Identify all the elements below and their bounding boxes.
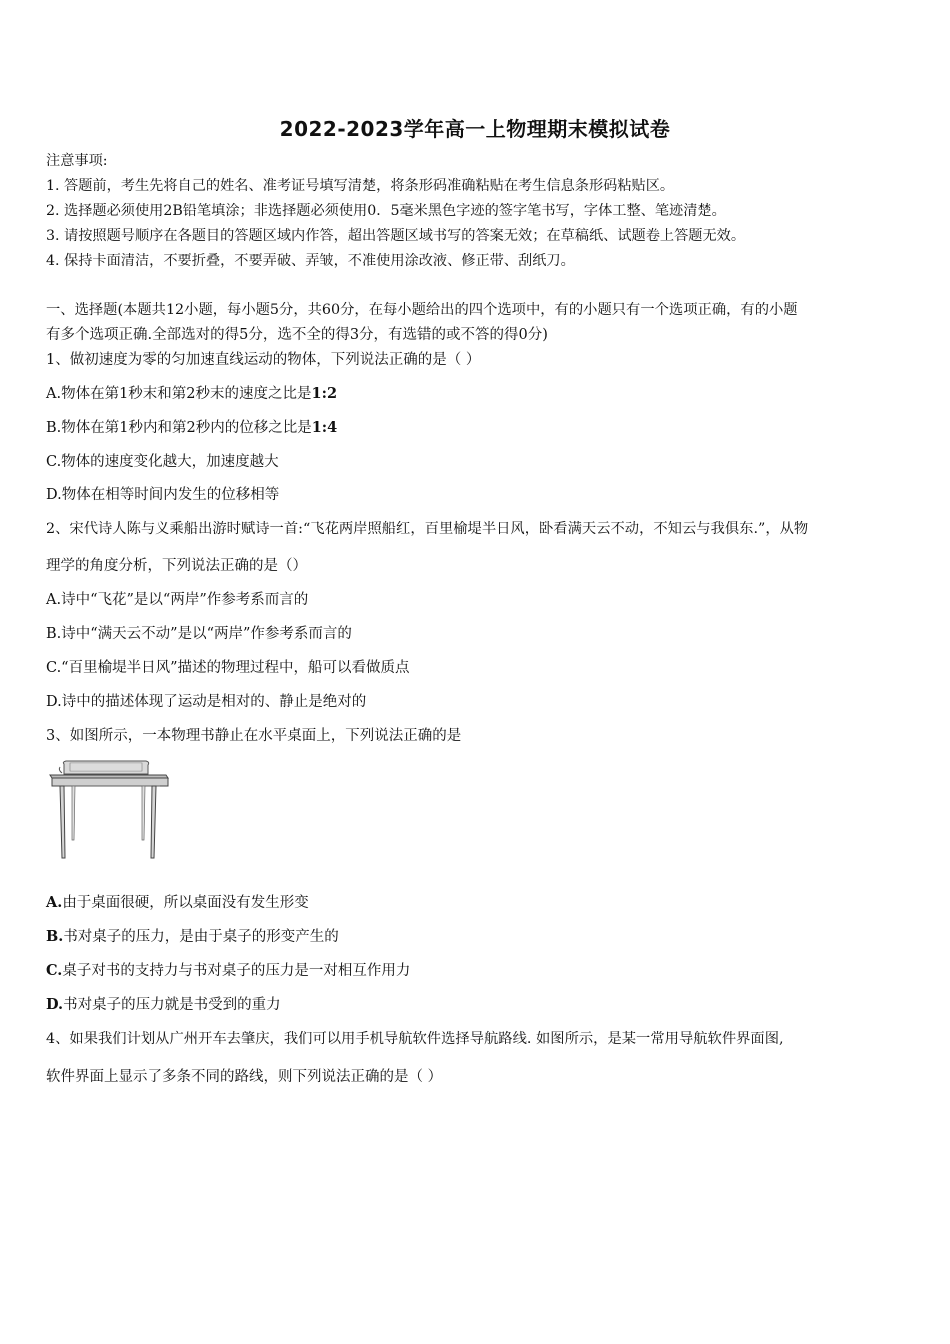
option-c-text: 桌子对书的支持力与书对桌子的压力是一对相互作用力	[62, 963, 411, 979]
option-a-text: A.物体在第1秒末和第2秒末的速度之比是	[46, 386, 312, 402]
question-2-option-d: D.诗中的描述体现了运动是相对的、静止是绝对的	[46, 694, 367, 710]
question-1-option-b	[46, 418, 337, 438]
question-2-option-b: B.诗中“满天云不动”是以“两岸”作参考系而言的	[46, 626, 352, 642]
notice-item-1: 1. 答题前，考生先将自己的姓名、准考证号填写清楚，将条形码准确粘贴在考生信息条形码粘贴区。	[46, 178, 675, 194]
question-1-option-c: C.物体的速度变化越大，加速度越大	[46, 454, 279, 470]
question-1-option-d: D.物体在相等时间内发生的位移相等	[46, 487, 280, 503]
option-d-text: 书对桌子的压力就是书受到的重力	[63, 997, 281, 1013]
book-on-table-figure	[48, 760, 170, 862]
question-3-stem: 3、如图所示，一本物理书静止在水平桌面上，下列说法正确的是	[46, 728, 462, 744]
option-a-text: 由于桌面很硬，所以桌面没有发生形变	[62, 895, 309, 911]
option-c-label: C.	[46, 962, 63, 979]
option-a-label: A.	[46, 894, 63, 911]
question-3-option-b	[46, 927, 339, 947]
question-3-option-c	[46, 961, 410, 981]
question-2-stem-line-1: 2、宋代诗人陈与义乘船出游时赋诗一首:“飞花两岸照船红，百里榆堤半日风，卧看满天云不动，不知云与我俱东.”，从物	[46, 521, 809, 537]
notice-item-2: 2. 选择题必须使用2B铅笔填涂；非选择题必须使用0．5毫米黑色字迹的签字笔书写，字体工整、笔迹清楚。	[46, 203, 726, 219]
question-3-option-a	[46, 893, 309, 913]
table-illustration	[50, 775, 168, 858]
book-illustration	[59, 761, 148, 774]
notice-item-4: 4. 保持卡面清洁，不要折叠，不要弄破、弄皱，不准使用涂改液、修正带、刮纸刀。	[46, 253, 575, 269]
option-b-label: B.	[46, 928, 64, 945]
notice-item-3: 3. 请按照题号顺序在各题目的答题区域内作答，超出答题区域书写的答案无效；在草稿纸、试题卷上答题无效。	[46, 228, 746, 244]
question-2-stem-line-2: 理学的角度分析，下列说法正确的是（）	[46, 558, 307, 574]
option-a-ratio: 1:2	[311, 385, 338, 402]
section-instructions-line-2: 有多个选项正确.全部选对的得5分，选不全的得3分，有选错的或不答的得0分)	[46, 327, 548, 343]
question-4-stem-line-2: 软件界面上显示了多条不同的路线，则下列说法正确的是（ ）	[46, 1069, 443, 1085]
option-b-ratio: 1:4	[311, 419, 338, 436]
question-2-option-c: C.“百里榆堤半日风”描述的物理过程中，船可以看做质点	[46, 660, 410, 676]
question-1-option-a	[46, 384, 337, 404]
question-1-stem: 1、做初速度为零的匀加速直线运动的物体，下列说法正确的是（ ）	[46, 352, 481, 368]
question-2-option-a: A.诗中“飞花”是以“两岸”作参考系而言的	[46, 592, 309, 608]
question-3-option-d	[46, 995, 281, 1015]
option-b-text: 书对桌子的压力，是由于桌子的形变产生的	[63, 929, 339, 945]
question-4-stem-line-1: 4、如果我们计划从广州开车去肇庆，我们可以用手机导航软件选择导航路线. 如图所示，是某一常用导航软件界面图,	[46, 1031, 784, 1047]
option-d-label: D.	[46, 996, 64, 1013]
page-title: 2022-2023学年高一上物理期末模拟试卷	[279, 117, 671, 141]
notice-heading: 注意事项:	[46, 153, 108, 169]
section-instructions-line-1: 一、选择题(本题共12小题，每小题5分，共60分，在每小题给出的四个选项中，有的小题只有一个选项正确，有的小题	[46, 302, 798, 318]
option-b-text: B.物体在第1秒内和第2秒内的位移之比是	[46, 420, 312, 436]
